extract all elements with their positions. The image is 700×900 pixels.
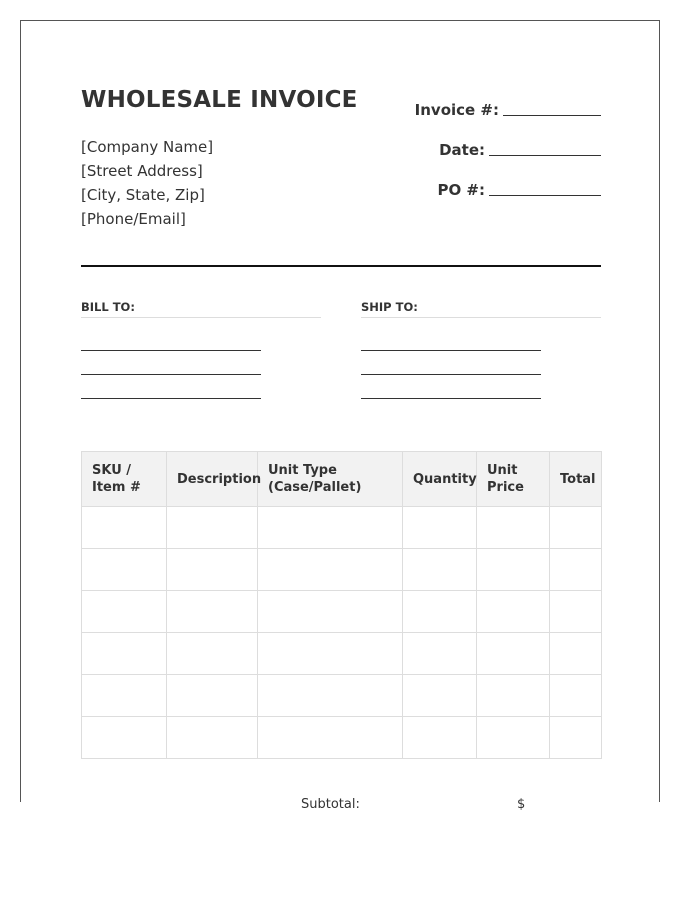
street-address: [Street Address] [81, 162, 203, 180]
table-cell[interactable] [258, 507, 403, 549]
table-cell[interactable] [477, 549, 550, 591]
po-label: PO #: [437, 181, 485, 199]
table-row [82, 717, 602, 759]
line-items-table [81, 451, 602, 759]
invoice-title: WHOLESALE INVOICE [81, 87, 358, 113]
bill-to-line-1 [81, 350, 261, 351]
date-label: Date: [439, 141, 485, 159]
date-field [439, 139, 601, 159]
table-cell[interactable] [550, 675, 602, 717]
table-row [82, 549, 602, 591]
header-unit-type: Unit Type (Case/Pallet) [258, 452, 403, 507]
table-cell[interactable] [550, 591, 602, 633]
table-cell[interactable] [403, 717, 477, 759]
table-cell[interactable] [403, 507, 477, 549]
table-cell[interactable] [258, 717, 403, 759]
header-sku: SKU / Item # [82, 452, 167, 507]
table-cell[interactable] [550, 633, 602, 675]
table-cell[interactable] [167, 507, 258, 549]
header-description: Description [167, 452, 258, 507]
table-row [82, 591, 602, 633]
table-cell[interactable] [550, 507, 602, 549]
ship-to-section [361, 299, 601, 318]
table-cell[interactable] [477, 675, 550, 717]
table-cell[interactable] [167, 591, 258, 633]
table-cell[interactable] [82, 507, 167, 549]
table-cell[interactable] [403, 549, 477, 591]
header-divider [81, 265, 601, 267]
table-cell[interactable] [258, 591, 403, 633]
ship-to-line-1 [361, 350, 541, 351]
table-cell[interactable] [167, 633, 258, 675]
company-name: [Company Name] [81, 138, 214, 156]
invoice-number-label: Invoice #: [414, 101, 499, 119]
table-cell[interactable] [82, 717, 167, 759]
table-cell[interactable] [403, 591, 477, 633]
table-row [82, 633, 602, 675]
table-cell[interactable] [258, 633, 403, 675]
table-cell[interactable] [82, 633, 167, 675]
subtotal-currency: $ [517, 797, 526, 812]
header-unit-price: Unit Price [477, 452, 550, 507]
po-field [437, 179, 601, 199]
invoice-number-field [415, 99, 601, 119]
table-cell[interactable] [477, 591, 550, 633]
table-cell[interactable] [477, 633, 550, 675]
subtotal-label: Subtotal: [301, 797, 360, 812]
bill-to-line-3 [81, 398, 261, 399]
city-state-zip: [City, State, Zip] [81, 186, 205, 204]
company-info [81, 135, 213, 231]
bill-to-section [81, 299, 321, 318]
table-cell[interactable] [167, 717, 258, 759]
table-cell[interactable] [167, 675, 258, 717]
bill-to-label: BILL TO: [81, 299, 321, 318]
header-quantity: Quantity [403, 452, 477, 507]
ship-to-line-2 [361, 374, 541, 375]
table-cell[interactable] [403, 633, 477, 675]
table-header-row [82, 452, 602, 507]
po-line [489, 194, 601, 196]
table-cell[interactable] [82, 549, 167, 591]
table-cell[interactable] [258, 549, 403, 591]
table-row [82, 507, 602, 549]
table-cell[interactable] [82, 675, 167, 717]
header-total: Total [550, 452, 602, 507]
ship-to-line-3 [361, 398, 541, 399]
table-row [82, 675, 602, 717]
table-cell[interactable] [477, 507, 550, 549]
ship-to-label: SHIP TO: [361, 299, 601, 318]
table-cell[interactable] [550, 549, 602, 591]
table-cell[interactable] [477, 717, 550, 759]
bill-to-line-2 [81, 374, 261, 375]
invoice-page [20, 20, 660, 812]
table-cell[interactable] [550, 717, 602, 759]
table-cell[interactable] [403, 675, 477, 717]
invoice-number-line [503, 114, 601, 116]
date-line [489, 154, 601, 156]
phone-email: [Phone/Email] [81, 210, 186, 228]
table-cell[interactable] [82, 591, 167, 633]
table-cell[interactable] [258, 675, 403, 717]
table-cell[interactable] [167, 549, 258, 591]
